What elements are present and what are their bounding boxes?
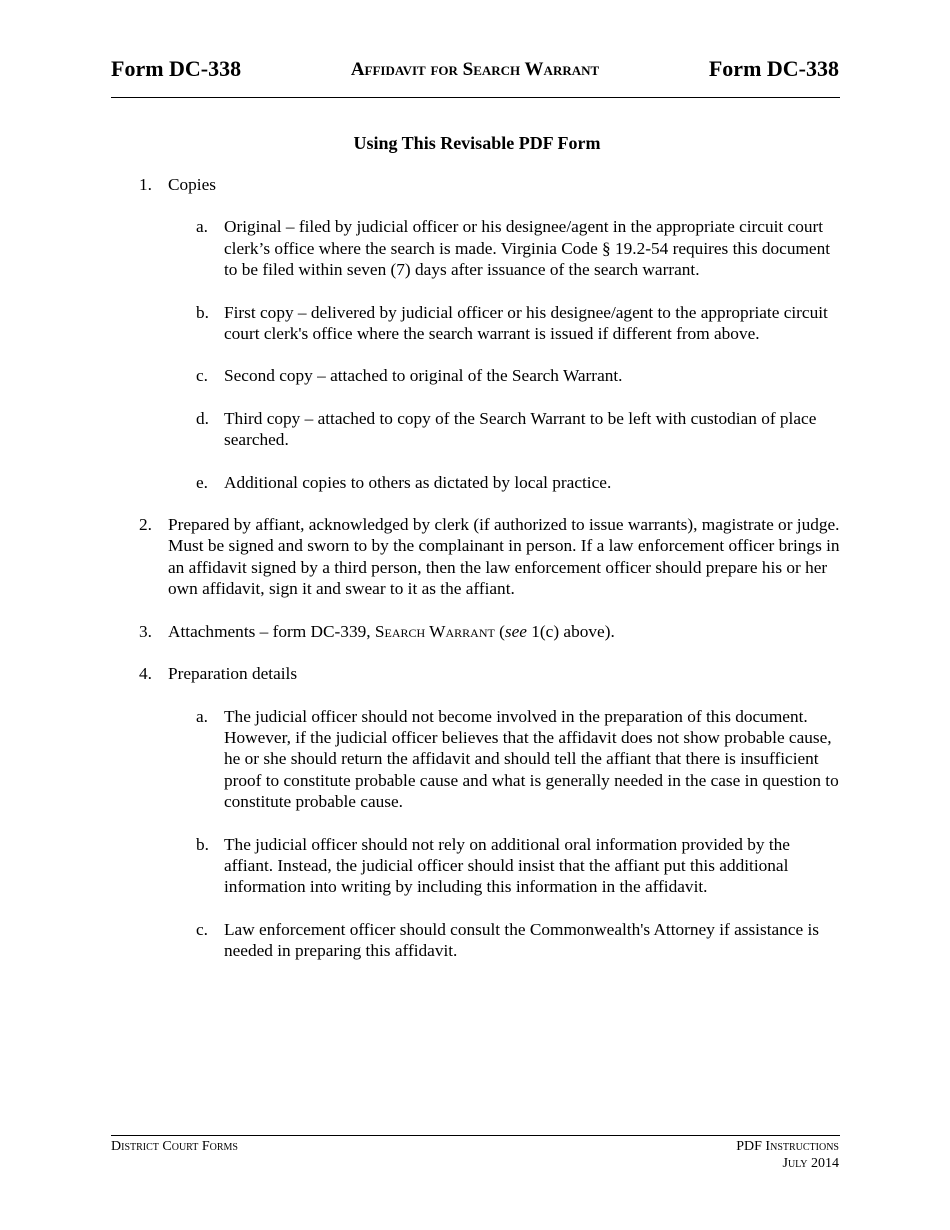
instructions-body [111, 131, 843, 983]
list-item-number: 3. [139, 621, 152, 641]
sub-item-4c [111, 919, 843, 962]
list-item-text-prefix: Attachments – form DC-339, [168, 621, 375, 641]
footer-right-line-1: PDF Instructions [736, 1139, 839, 1154]
sub-item-1c [111, 365, 843, 386]
header-rule [111, 97, 840, 98]
sub-item-1d [111, 408, 843, 451]
sub-item-letter: b. [196, 302, 209, 322]
list-item-text: Prepared by affiant, acknowledged by clerk (if authorized to issue warrants), magistrate or judge. Must be signed and sworn to by the complainant in person. If a law enforcement officer brings in an affidavit signed by a third person, then the law enforcement officer should prepare his or her own affidavit, sign it and swear to it as the affiant. [168, 515, 840, 599]
footer-rule [111, 1135, 840, 1136]
sub-item-1b [111, 302, 843, 345]
list-item-2 [111, 514, 843, 600]
list-item-text-suffix: 1(c) above). [526, 621, 615, 641]
sub-item-letter: a. [196, 217, 208, 237]
sub-item-text: Law enforcement officer should consult the Commonwealth's Attorney if assistance is needed in preparing this affidavit. [224, 919, 820, 961]
footer-right [736, 1138, 839, 1172]
sub-item-text: Additional copies to others as dictated by local practice. [224, 472, 612, 492]
list-item-1 [111, 174, 843, 195]
sub-item-text: Third copy – attached to copy of the Search Warrant to be left with custodian of place searched. [224, 408, 817, 450]
form-number-left: Form DC-338 [111, 56, 242, 81]
sub-item-text: First copy – delivered by judicial officer or his designee/agent to the appropriate circuit court clerk's office where the search warrant is issued if different from above. [224, 302, 828, 344]
sub-item-letter: a. [196, 706, 208, 726]
footer-left: District Court Forms [111, 1139, 238, 1154]
sub-item-4b [111, 834, 843, 898]
sub-item-letter: b. [196, 834, 209, 854]
sub-item-letter: c. [196, 366, 208, 386]
page-header [111, 55, 839, 85]
list-item-text: Copies [168, 175, 217, 194]
list-item-number: 1. [139, 175, 152, 194]
see-reference: see [504, 621, 527, 641]
sub-item-letter: d. [196, 408, 209, 428]
list-item-number: 4. [139, 664, 152, 684]
form-title: Affidavit for Search Warrant [350, 59, 600, 80]
list-item-4 [111, 663, 843, 684]
list-item-3 [111, 621, 843, 642]
sub-item-letter: e. [196, 472, 208, 492]
list-item-number: 2. [139, 515, 152, 535]
sub-item-text: Original – filed by judicial officer or his designee/agent in the appropriate circuit court clerk’s office where the search is made. Virginia Code § 19.2-54 requires this document to be filed within seven (7) days after issuance of the search warrant. [224, 217, 831, 280]
sub-item-1e [111, 472, 843, 493]
list-item-text-open: ( [494, 621, 505, 641]
footer-right-line-2: July 2014 [782, 1156, 839, 1171]
sub-item-text: The judicial officer should not become involved in the preparation of this document. However, if the judicial officer believes that the affidavit does not show probable cause, he or she should return the affidavit and should tell the affiant that there is insufficient proof to constitute probable cause and what is generally needed in the case in question to constitute probable cause. [224, 706, 839, 812]
sub-item-letter: c. [196, 919, 208, 939]
sub-item-text: Second copy – attached to original of the Search Warrant. [224, 366, 623, 386]
sub-item-text: The judicial officer should not rely on additional oral information provided by the affiant. Instead, the judicial officer should insist that the affiant put this additional information into writing by including this information in the affidavit. [224, 834, 790, 897]
search-warrant-reference: Search Warrant [374, 621, 495, 641]
sub-item-4a [111, 706, 843, 813]
list-item-text: Preparation details [168, 664, 298, 684]
section-title: Using This Revisable PDF Form [353, 133, 601, 153]
form-number-right: Form DC-338 [708, 56, 839, 81]
sub-item-1a [111, 216, 843, 280]
